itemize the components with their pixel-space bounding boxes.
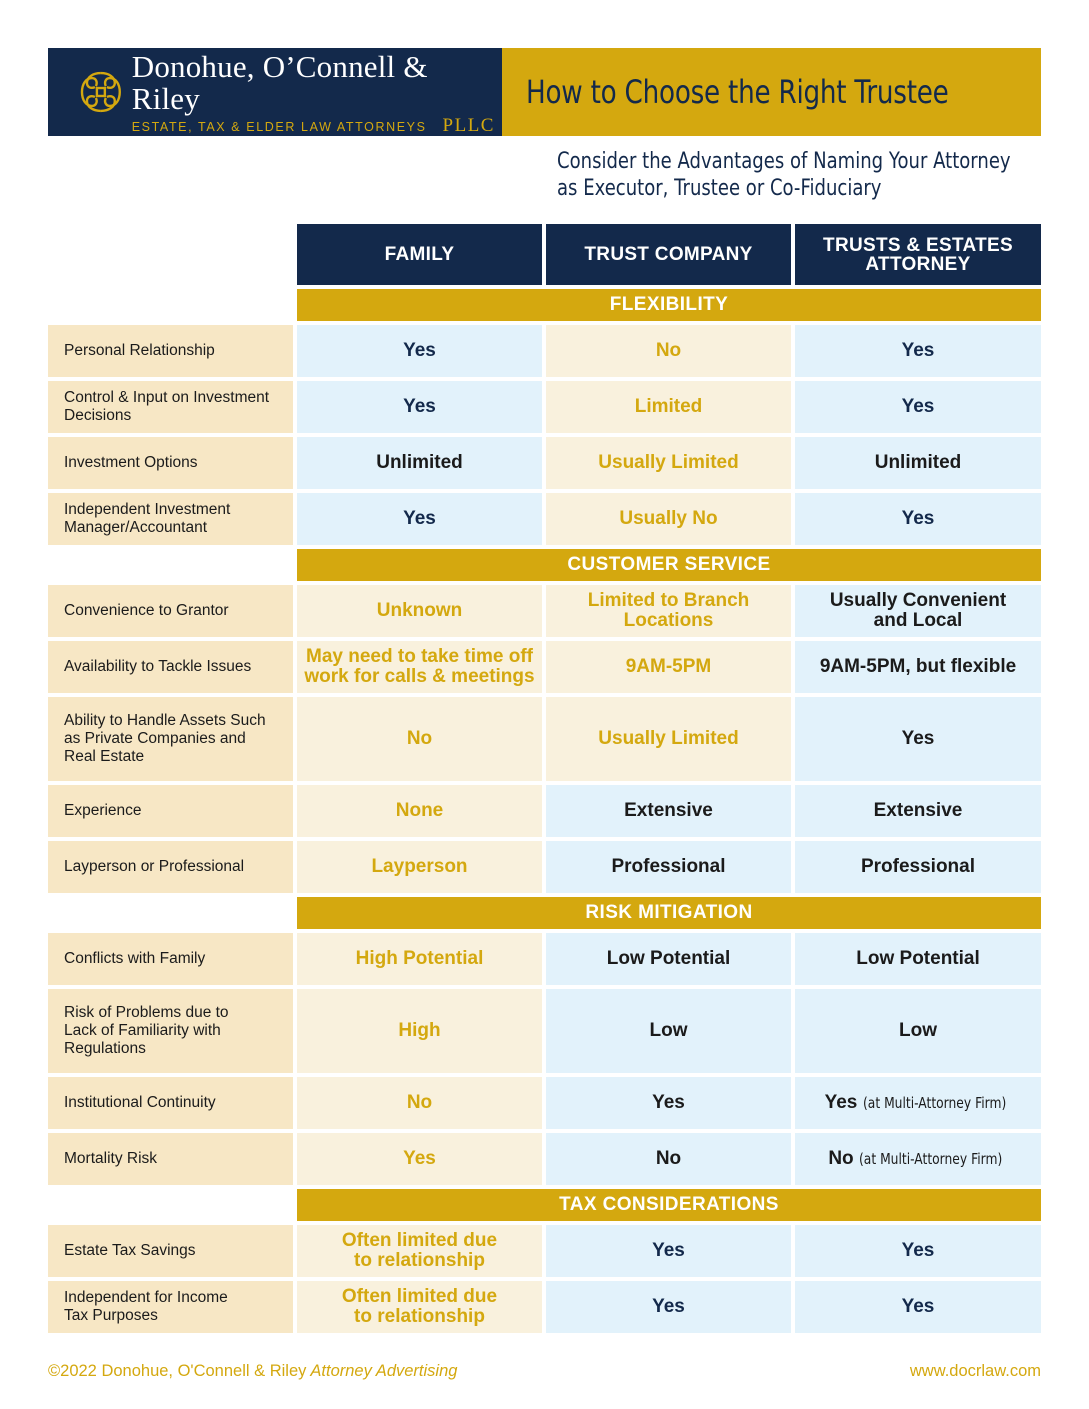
row-label: Control & Input on Investment Decisions: [48, 381, 293, 433]
family-value: High Potential: [297, 933, 542, 985]
column-header-trust-company: TRUST COMPANY: [546, 224, 791, 285]
header: [48, 48, 1041, 136]
title-bar: [502, 48, 1041, 136]
trust-company-value: Limited: [546, 381, 791, 433]
row-label: Institutional Continuity: [48, 1077, 293, 1129]
trust-company-value: Limited to Branch Locations: [546, 585, 791, 637]
footer-copyright: [48, 1362, 457, 1381]
row-label: Risk of Problems due to Lack of Familiarity with Regulations: [48, 989, 293, 1073]
trust-company-value: Yes: [546, 1077, 791, 1129]
attorney-value: [795, 1077, 1041, 1129]
copyright-text: ©2022 Donohue, O'Connell & Riley: [48, 1362, 307, 1380]
trust-company-value: Extensive: [546, 785, 791, 837]
row-label: Ability to Handle Assets Such as Private Companies and Real Estate: [48, 697, 293, 781]
row-label: Conflicts with Family: [48, 933, 293, 985]
attorney-value: Yes: [795, 493, 1041, 545]
firm-brand: [48, 48, 502, 136]
trust-company-value: Professional: [546, 841, 791, 893]
family-value: Unknown: [297, 585, 542, 637]
trust-company-value: 9AM-5PM: [546, 641, 791, 693]
firm-tagline: ESTATE, TAX & ELDER LAW ATTORNEYS: [131, 119, 427, 134]
column-header-attorney: TRUSTS & ESTATES ATTORNEY: [795, 224, 1041, 285]
attorney-value: Low Potential: [795, 933, 1041, 985]
attorney-value: Yes: [795, 381, 1041, 433]
family-value: No: [297, 1077, 542, 1129]
row-label: Estate Tax Savings: [48, 1225, 293, 1277]
family-value: Yes: [297, 493, 542, 545]
row-label: Independent for Income Tax Purposes: [48, 1281, 293, 1333]
attorney-value: 9AM-5PM, but flexible: [795, 641, 1041, 693]
row-label: Availability to Tackle Issues: [48, 641, 293, 693]
trust-company-value: Yes: [546, 1225, 791, 1277]
trust-company-value: No: [546, 1133, 791, 1185]
trust-company-value: Usually Limited: [546, 437, 791, 489]
attorney-value-main: No: [828, 1148, 854, 1169]
advertising-text: Attorney Advertising: [310, 1362, 458, 1380]
trust-company-value: Usually No: [546, 493, 791, 545]
row-label: Layperson or Professional: [48, 841, 293, 893]
page-title: How to Choose the Right Trustee: [525, 73, 949, 111]
attorney-value-note: (at Multi-Attorney Firm): [862, 1094, 1006, 1112]
subtitle: [557, 148, 1011, 202]
row-label: Experience: [48, 785, 293, 837]
attorney-value: Usually Convenient and Local: [795, 585, 1041, 637]
firm-name: Donohue, O’Connell & Riley: [131, 48, 428, 116]
attorney-value: Unlimited: [795, 437, 1041, 489]
family-value: May need to take time off work for calls & meetings: [297, 641, 542, 693]
row-label: Personal Relationship: [48, 325, 293, 377]
firm-suffix: PLLC: [442, 114, 495, 136]
trust-company-value: Low: [546, 989, 791, 1073]
row-label: Mortality Risk: [48, 1133, 293, 1185]
family-value: Yes: [297, 1133, 542, 1185]
trust-company-value: Low Potential: [546, 933, 791, 985]
attorney-value: Yes: [795, 1225, 1041, 1277]
family-value: No: [297, 697, 542, 781]
attorney-value: Yes: [795, 1281, 1041, 1333]
subtitle-line-2: as Executor, Trustee or Co-Fiduciary: [557, 176, 882, 201]
trust-company-value: Usually Limited: [546, 697, 791, 781]
family-value: Often limited due to relationship: [297, 1225, 542, 1277]
attorney-value: Yes: [795, 697, 1041, 781]
family-value: Yes: [297, 325, 542, 377]
subtitle-line-1: Consider the Advantages of Naming Your Attorney: [557, 149, 1011, 174]
attorney-value: Professional: [795, 841, 1041, 893]
section-header-risk-mitigation: RISK MITIGATION: [297, 897, 1041, 929]
firm-logo-icon: [78, 69, 124, 115]
family-value: Often limited due to relationship: [297, 1281, 542, 1333]
section-header-customer-service: CUSTOMER SERVICE: [297, 549, 1041, 581]
family-value: High: [297, 989, 542, 1073]
column-header-family: FAMILY: [297, 224, 542, 285]
family-value: Layperson: [297, 841, 542, 893]
section-header-tax-considerations: TAX CONSIDERATIONS: [297, 1189, 1041, 1221]
attorney-value: Low: [795, 989, 1041, 1073]
family-value: Yes: [297, 381, 542, 433]
section-header-flexibility: FLEXIBILITY: [297, 289, 1041, 321]
attorney-value-main: Yes: [824, 1092, 858, 1113]
trust-company-value: Yes: [546, 1281, 791, 1333]
footer-website-link[interactable]: www.docrlaw.com: [909, 1362, 1041, 1380]
attorney-value-note: (at Multi-Attorney Firm): [858, 1150, 1003, 1168]
family-value: None: [297, 785, 542, 837]
row-label: Independent Investment Manager/Accountant: [48, 493, 293, 545]
trust-company-value: No: [546, 325, 791, 377]
attorney-value: Yes: [795, 325, 1041, 377]
attorney-value: Extensive: [795, 785, 1041, 837]
row-label: Convenience to Grantor: [48, 585, 293, 637]
family-value: Unlimited: [297, 437, 542, 489]
row-label: Investment Options: [48, 437, 293, 489]
attorney-value: [795, 1133, 1041, 1185]
